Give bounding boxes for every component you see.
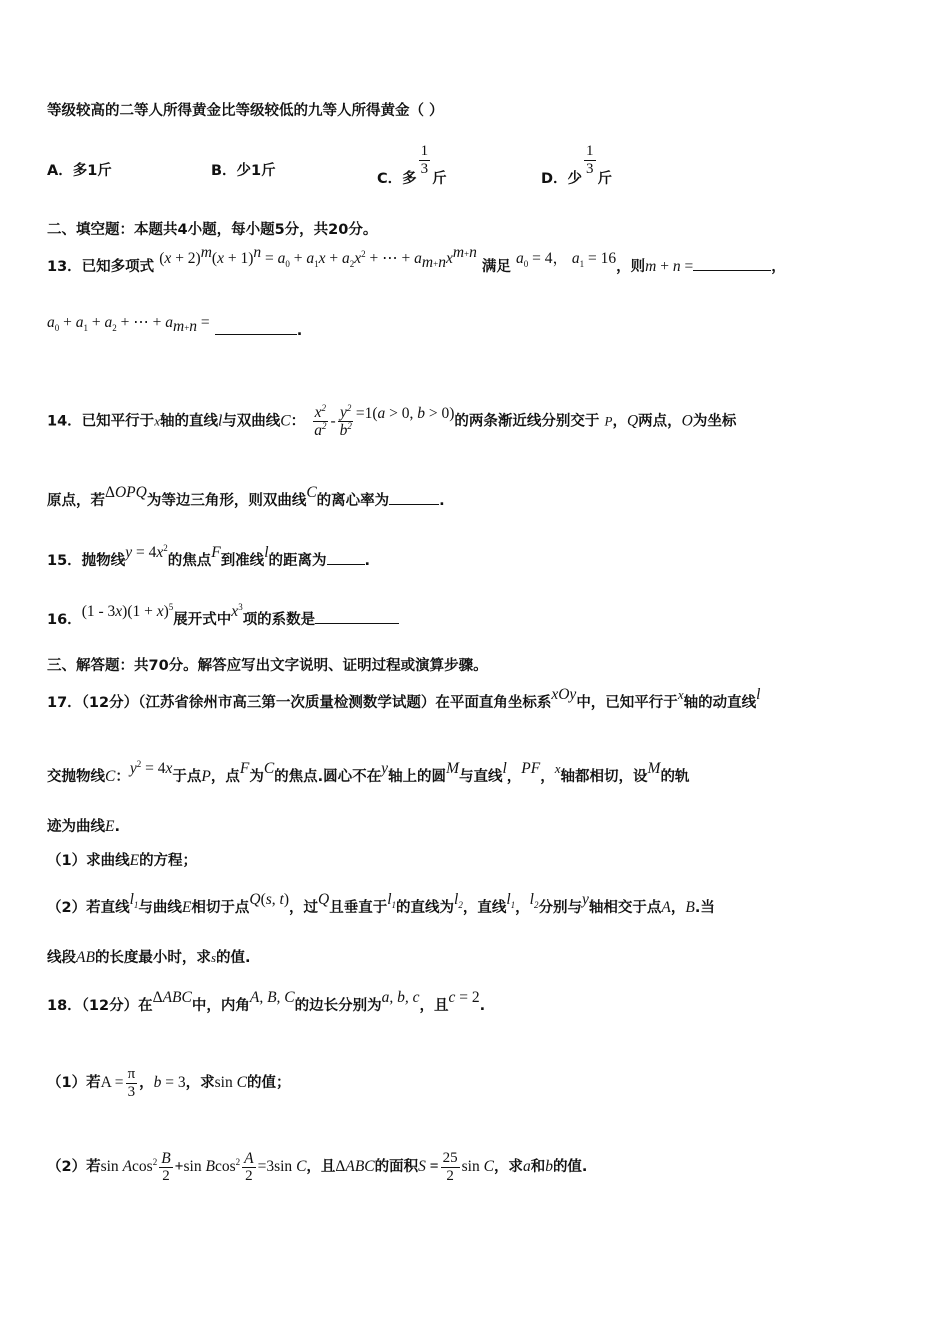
q18-t1: 中，内角: [191, 998, 250, 1014]
frac-num: 1: [420, 143, 429, 159]
q17-p2d: ，过: [289, 900, 319, 916]
var-c: C: [280, 412, 291, 430]
var-a-point: A: [661, 899, 671, 916]
option-d-text: D．少: [541, 170, 583, 187]
q17-p2e: 且垂直于: [329, 900, 388, 916]
q13-line1: [47, 243, 910, 277]
q14-t4: 的两条渐近线分别交于: [454, 413, 600, 430]
var-m: M: [647, 760, 661, 777]
var-e: E: [105, 818, 115, 835]
q17-l3b: .: [114, 819, 120, 835]
q18-p2f: 的值.: [552, 1159, 588, 1176]
q14-l2d: .: [439, 493, 445, 509]
q14-l2c: 的离心率为: [316, 493, 390, 509]
q17-l2g: 轴上的圆: [388, 769, 447, 785]
var-l1: $l_1$: [506, 891, 516, 911]
q15-t1: 的焦点: [167, 553, 212, 569]
q15-t3: 的距离为: [268, 553, 327, 569]
q18-p1b: ，: [139, 1075, 154, 1092]
triangle-abc: ΔABC: [335, 1158, 375, 1176]
var-a: a: [522, 1158, 531, 1176]
q17-p3c: 的值.: [216, 950, 251, 966]
var-q: Q: [318, 891, 330, 908]
option-c-fraction: [419, 143, 431, 178]
q13-mn: m + n =: [645, 258, 694, 275]
q16-t2: 项的系数是: [242, 612, 316, 628]
var-c: C: [105, 768, 116, 785]
q13-answer-blank-2[interactable]: [215, 320, 297, 335]
q18-p1d: 的值；: [246, 1075, 291, 1092]
option-c-unit: 斤: [432, 170, 447, 187]
q17-part1: [47, 851, 910, 871]
var-y: y: [581, 891, 589, 908]
q14-t1: 轴的直线: [159, 413, 218, 430]
plane-xoy: xOy: [551, 686, 577, 703]
sin-c: sin C: [214, 1074, 247, 1092]
q17-p2b: 与曲线: [138, 900, 182, 916]
q18-equation: sin Acos$^2$ $\frac{B}{2}$ +sin Bcos$^2$ $\frac{A}{2}$ =3sin C: [100, 1150, 307, 1184]
var-f: F: [211, 544, 221, 561]
q18-t3: ，且: [419, 998, 449, 1014]
q18-label: 18．（12分）在: [47, 998, 153, 1014]
angles-abc: A, B, C: [249, 989, 295, 1006]
q18-line1: [47, 989, 910, 1016]
q14-t3: ：: [290, 413, 306, 430]
q17-p1a: （1）求曲线: [47, 853, 130, 869]
q17-line3: [47, 817, 910, 837]
q18-p2d: ，求: [493, 1159, 523, 1176]
sides-abc: a, b, c: [381, 989, 420, 1006]
var-q: Q: [626, 412, 639, 430]
q17-line2: [47, 758, 910, 787]
b-equals-3: b = 3: [153, 1074, 186, 1092]
var-l2: $l_2$: [529, 891, 539, 911]
var-l1: $l_1$: [129, 891, 139, 911]
q14-line2: [47, 484, 910, 511]
q18-p2b: ，且: [306, 1159, 336, 1176]
var-f: F: [239, 760, 250, 777]
q16-expression: $(1 - 3x)(1 + x)^5$: [81, 601, 174, 620]
q13-line2: $a_0 + a_1 + a_2$ + ⋯ + $a_{m+n}$ = .: [47, 314, 303, 339]
option-b: B．少1斤: [211, 163, 276, 179]
frac-den: 3: [420, 161, 429, 177]
var-l1: $l_1$: [387, 891, 397, 911]
q18-t4: .: [479, 998, 486, 1014]
option-c: [377, 141, 447, 187]
var-x: x: [677, 687, 684, 702]
q15-parabola: $y = 4x^2$: [125, 542, 168, 561]
q18-p2e: 和: [530, 1159, 546, 1176]
q15-t4: .: [364, 553, 371, 569]
q17-p2j: 轴相交于点: [588, 900, 662, 916]
q17-p3a: 线段: [47, 950, 76, 966]
section3-heading: 三、解答题：共70分。解答应写出文字说明、证明过程或演算步骤。: [47, 658, 488, 674]
q14-t7: 为坐标: [692, 413, 737, 430]
option-d: [541, 141, 613, 187]
q17-p2c: 相切于点: [191, 900, 250, 916]
section2-heading: 二、填空题：本题共4小题，每小题5分，共20分。: [47, 222, 378, 238]
q17-p2a: （2）若直线: [47, 900, 130, 916]
q17-l2e: 为: [249, 769, 264, 785]
q17-line1: [47, 686, 910, 713]
option-c-text: C．多: [377, 170, 417, 187]
q14-line1: 14．已知平行于x轴的直线l与双曲线C： $\frac{x^2}{a^2}$ - $\frac{y^2}{b^2}$ =1(a > 0, b > 0)的两条渐近线分别交于 P，Q两点，O为坐标: [47, 402, 737, 439]
var-l2: $l_2$: [454, 891, 463, 911]
var-e: E: [181, 899, 192, 916]
q18-part1: [47, 1066, 910, 1101]
q17-t1: 中，已知平行于: [576, 695, 678, 711]
q12-options: [47, 143, 910, 187]
frac-x2-a2: $\frac{x^2}{a^2}$: [314, 402, 327, 439]
q14-label: 14．已知平行于: [47, 413, 155, 430]
q17-p3b: 的长度最小时，求: [94, 950, 211, 966]
q18-p2c: 的面积: [374, 1159, 419, 1176]
q17-t2: 轴的动直线: [683, 695, 757, 711]
q14-l2b: 为等边三角形，则双曲线: [146, 493, 307, 509]
q13-end: ，: [771, 259, 786, 275]
q17-p2l: .当: [694, 900, 715, 916]
var-x: x: [154, 413, 160, 429]
q17-l2b: ：: [115, 769, 130, 785]
q17-l2l: 的轨: [660, 769, 690, 785]
q17-part2: [47, 891, 910, 918]
var-b-point: B: [685, 899, 695, 916]
q18-p1c: ，求: [185, 1075, 215, 1092]
q18-p1a: （1）若: [47, 1075, 101, 1092]
q17-p2h: ，: [515, 900, 530, 916]
var-p: P: [604, 413, 613, 429]
q15-line: [47, 542, 910, 571]
q13-answer-blank-1[interactable]: [693, 256, 771, 271]
frac-y2-b2: $\frac{y^2}{b^2}$: [339, 402, 352, 439]
q13-label: 13．已知多项式: [47, 259, 155, 275]
angle-a-value: A = $\frac{\pi}{3}$: [100, 1066, 136, 1100]
q14-t6: 两点，: [638, 413, 682, 430]
q18-p2a: （2）若: [47, 1159, 101, 1176]
q17-l2j: ，: [540, 769, 555, 785]
q16-term: $x^3$: [231, 601, 243, 620]
triangle-opq: ΔOPQ: [105, 484, 147, 501]
q13-condition: 满足: [481, 259, 511, 275]
q17-p2i: 分别与: [538, 900, 582, 916]
option-d-unit: 斤: [597, 170, 613, 187]
q17-part2-line2: [47, 948, 910, 968]
var-o: O: [681, 412, 693, 430]
triangle-abc: ΔABC: [152, 989, 192, 1006]
var-l: l: [217, 412, 223, 430]
q14-t2: 与双曲线: [222, 413, 281, 430]
q17-p1b: 的方程；: [139, 853, 198, 869]
q16-answer-blank[interactable]: [315, 609, 399, 624]
point-q: Q(s, t): [249, 891, 290, 908]
segment-pf: PF: [521, 760, 541, 777]
q13-sum: $a_0 + a_1 + a_2$ + ⋯ + $a_{m+n}$ =: [47, 314, 210, 336]
q18-t2: 的边长分别为: [294, 998, 382, 1014]
var-y: y: [381, 760, 389, 777]
q17-parabola: $y^2 = 4x$: [129, 758, 173, 777]
var-l3: l: [264, 544, 269, 561]
q17-p2g: ，直线: [462, 900, 507, 916]
q16-t1: 展开式中: [173, 612, 232, 628]
q18-part2: [47, 1150, 910, 1185]
q17-l2f: 的焦点.圆心不在: [274, 769, 382, 785]
var-s: s: [210, 950, 216, 965]
segment-ab: AB: [76, 949, 95, 966]
q17-p2k: ，: [670, 900, 686, 916]
var-c: C: [263, 760, 275, 777]
q17-label: 17．（12分）（江苏省徐州市高三第一次质量检测数学试题）在平面直角坐标系: [47, 695, 552, 711]
q17-l2c: 于点: [172, 769, 202, 785]
q17-l2a: 交抛物线: [47, 769, 105, 785]
var-m: M: [446, 760, 459, 777]
var-l: l: [756, 686, 761, 703]
q12-stem: 等级较高的二等人所得黄金比等级较低的九等人所得黄金（ ）: [47, 103, 444, 119]
q16-label: 16．: [47, 612, 82, 628]
q13-then: ，则: [616, 259, 646, 275]
q16-line: [47, 601, 910, 630]
q15-t2: 到准线: [220, 553, 265, 569]
frac-num: 1: [586, 143, 594, 159]
var-c2: C: [306, 484, 317, 501]
var-p: P: [201, 768, 211, 785]
option-a: A．多1斤: [47, 163, 112, 179]
c-equals-2: c = 2: [448, 989, 480, 1006]
q15-answer-blank[interactable]: [327, 550, 365, 565]
q17-l2k: 轴都相切，设: [560, 769, 648, 785]
q14-l2a: 原点，若: [47, 493, 105, 509]
q14-answer-blank[interactable]: [389, 490, 439, 505]
var-b: b: [545, 1158, 553, 1176]
frac-den: 3: [586, 161, 594, 177]
q14-t5: ，: [612, 413, 627, 430]
q17-l3a: 迹为曲线: [47, 819, 105, 835]
q17-p2f: 的直线为: [396, 900, 455, 916]
q17-l2h: 与直线: [458, 769, 503, 785]
option-d-fraction: [584, 143, 596, 178]
q13-values: $a_0 = 4$， $a_1 = 16$: [515, 250, 617, 270]
var-x: x: [554, 761, 561, 776]
q17-l2d: ，点: [210, 769, 240, 785]
q17-l2i: ，: [506, 769, 522, 785]
var-e: E: [129, 852, 140, 869]
q13-polynomial: $(x + 2)^m(x + 1)^n = a_0 + a_1x + a_2x^2$ + ⋯ + $a_{m+n}x^{m+n}$: [159, 243, 477, 272]
var-l: l: [502, 760, 507, 777]
q15-label: 15．抛物线: [47, 553, 126, 569]
area-s: S = $\frac{25}{2}$ sin C: [418, 1150, 494, 1184]
